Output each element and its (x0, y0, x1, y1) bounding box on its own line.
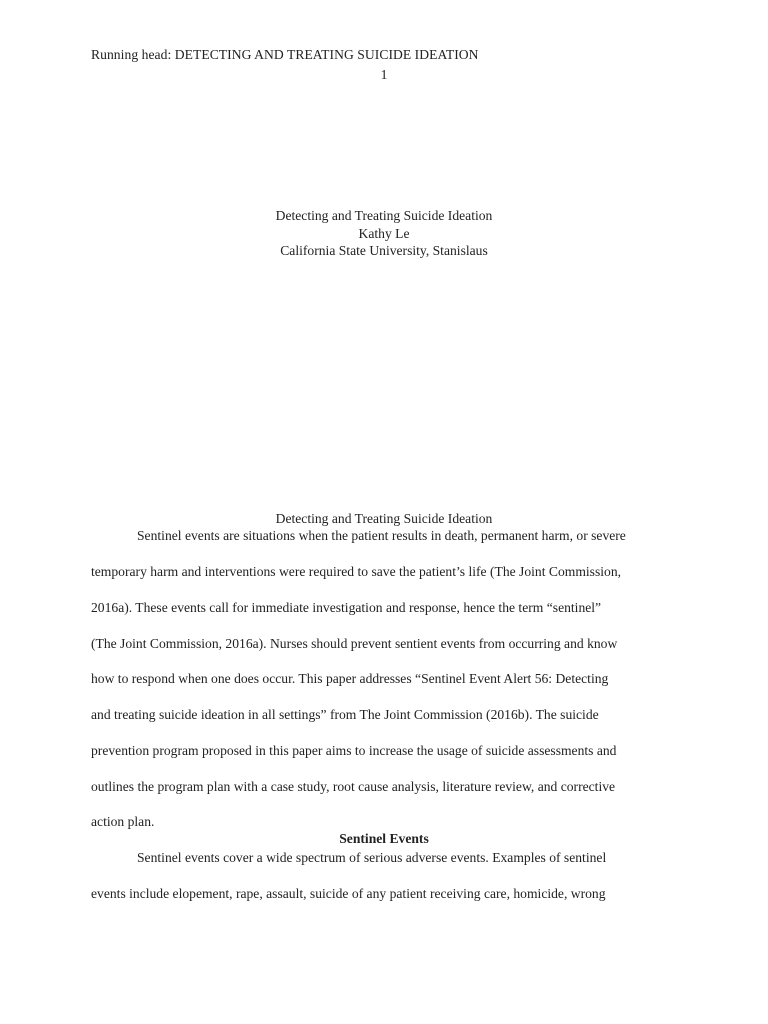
paragraph-line: outlines the program plan with a case study, root cause analysis, literature review, and corrective (91, 778, 616, 794)
page-number: 1 (380, 67, 388, 82)
body-title: Detecting and Treating Suicide Ideation (275, 511, 493, 526)
paragraph-line: how to respond when one does occur. This paper addresses “Sentinel Event Alert 56: Detecting (91, 671, 609, 686)
paragraph-line: Sentinel events are situations when the patient results in death, permanent harm, or severe (137, 528, 626, 543)
author-name: Kathy Le (358, 225, 410, 241)
running-head: Running head: DETECTING AND TREATING SUICIDE IDEATION (91, 47, 479, 62)
paragraph-line: and treating suicide ideation in all settings” from The Joint Commission (2016b). The suicide (91, 707, 599, 722)
paragraph-line: events include elopement, rape, assault, suicide of any patient receiving care, homicide, wrong (91, 886, 606, 901)
paper-title: Detecting and Treating Suicide Ideation (275, 208, 493, 223)
paragraph-line: 2016a). These events call for immediate investigation and response, hence the term “sentinel” (91, 599, 602, 615)
title-block (0, 207, 768, 260)
paragraph-line: (The Joint Commission, 2016a). Nurses should prevent sentient events from occurring and know (91, 635, 618, 651)
section-heading: Sentinel Events (339, 831, 429, 846)
institution: California State University, Stanislaus (280, 243, 488, 258)
paragraph-line: Sentinel events cover a wide spectrum of serious adverse events. Examples of sentinel (137, 850, 607, 865)
paragraph-line: temporary harm and interventions were required to save the patient’s life (The Joint Commission, (91, 564, 622, 579)
paragraph-line: prevention program proposed in this paper aims to increase the usage of suicide assessments and (91, 742, 617, 758)
paragraph-line: action plan. (91, 814, 155, 829)
